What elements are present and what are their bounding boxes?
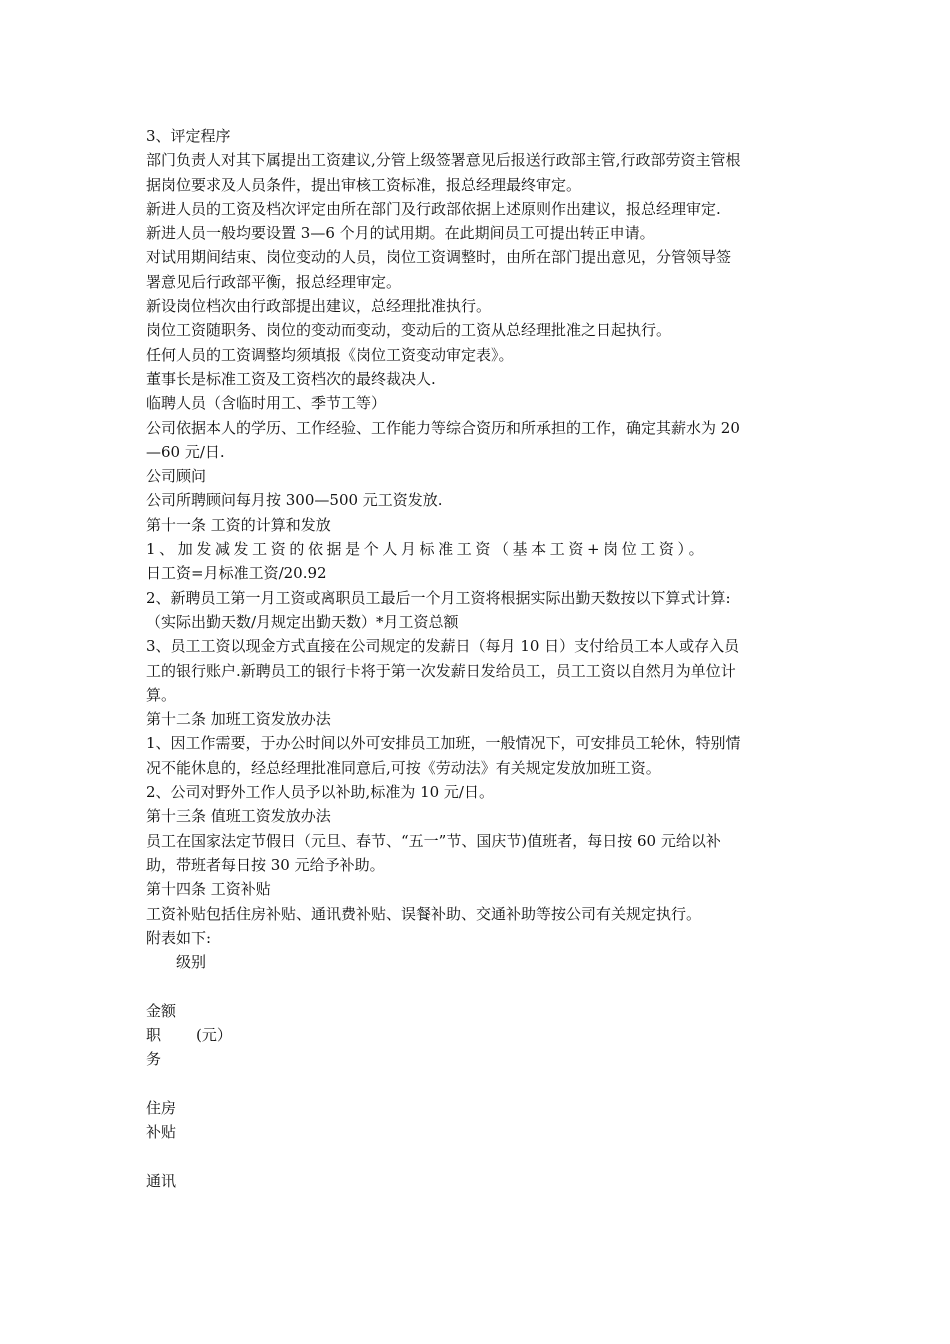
text-line: 3、评定程序 bbox=[146, 127, 231, 145]
text-line: 新进人员一般均要设置 3—6 个月的试用期。在此期间员工可提出转正申请。 bbox=[146, 224, 655, 243]
text-line: 董事长是标准工资及工资档次的最终裁决人. bbox=[146, 369, 436, 388]
table-header-amount: 金额 bbox=[146, 1001, 177, 1020]
table-header-post-label: 职 bbox=[146, 1025, 162, 1044]
text-line: 对试用期间结束、岗位变动的人员，岗位工资调整时，由所在部门提出意见，分管领导签 bbox=[146, 248, 732, 267]
text-line: 公司依据本人的学历、工作经验、工作能力等综合资历和所承担的工作，确定其薪水为 20 bbox=[146, 418, 740, 437]
text-line: 日工资=月标准工资/20.92 bbox=[146, 564, 327, 583]
table-header-post-2: 务 bbox=[146, 1050, 162, 1069]
text-line: （实际出勤天数/月规定出勤天数）*月工资总额 bbox=[146, 612, 459, 631]
table-header-unit: (元） bbox=[196, 1025, 232, 1044]
text-line: 员工在国家法定节假日（元旦、春节、“五一”节、国庆节)值班者，每日按 60 元给以补 bbox=[146, 831, 721, 850]
table-cell-communication: 通讯 bbox=[146, 1171, 177, 1190]
article-heading: 第十一条 工资的计算和发放 bbox=[146, 515, 331, 534]
article-heading: 第十三条 值班工资发放办法 bbox=[146, 807, 331, 826]
section-heading: 临聘人员（含临时用工、季节工等） bbox=[146, 394, 387, 413]
text-line: 岗位工资随职务、岗位的变动而变动，变动后的工资从总经理批准之日起执行。 bbox=[146, 321, 672, 340]
text-line: 况不能休息的，经总经理批准同意后,可按《劳动法》有关规定发放加班工资。 bbox=[146, 758, 661, 777]
text-line: 助，带班者每日按 30 元给予补助。 bbox=[146, 855, 385, 874]
text-line: 算。 bbox=[146, 685, 177, 704]
allowance-table bbox=[146, 950, 808, 1193]
article-heading: 第十二条 加班工资发放办法 bbox=[146, 710, 331, 729]
text-line: 新进人员的工资及档次评定由所在部门及行政部依据上述原则作出建议，报总经理审定. bbox=[146, 199, 721, 218]
text-line: 任何人员的工资调整均须填报《岗位工资变动审定表》。 bbox=[146, 345, 514, 364]
article-heading: 第十四条 工资补贴 bbox=[146, 880, 271, 899]
document-page bbox=[146, 124, 808, 1193]
text-line: 1、加发减发工资的依据是个人月标准工资（基本工资+岗位工资）。 bbox=[146, 540, 708, 559]
text-line: 公司所聘顾问每月按 300—500 元工资发放. bbox=[146, 491, 443, 510]
text-line: 附表如下: bbox=[146, 928, 212, 947]
table-header-post bbox=[146, 1023, 808, 1047]
text-line: —60 元/日. bbox=[146, 442, 225, 461]
section-heading: 公司顾问 bbox=[146, 467, 207, 486]
table-cell-housing-2: 补贴 bbox=[146, 1123, 177, 1142]
text-line: 2、公司对野外工作人员予以补助,标准为 10 元/日。 bbox=[146, 783, 494, 802]
text-line: 据岗位要求及人员条件，提出审核工资标准，报总经理最终审定。 bbox=[146, 175, 582, 194]
text-line: 2、新聘员工第一月工资或离职员工最后一个月工资将根据实际出勤天数按以下算式计算: bbox=[146, 588, 731, 607]
text-line: 部门负责人对其下属提出工资建议,分管上级签署意见后报送行政部主管,行政部劳资主管根 bbox=[146, 151, 741, 170]
table-cell-housing: 住房 bbox=[146, 1098, 177, 1117]
text-line: 工资补贴包括住房补贴、通讯费补贴、误餐补助、交通补助等按公司有关规定执行。 bbox=[146, 904, 702, 923]
text-line: 1、因工作需要，于办公时间以外可安排员工加班，一般情况下，可安排员工轮休，特别情 bbox=[146, 734, 741, 753]
text-line: 工的银行账户.新聘员工的银行卡将于第一次发薪日发给员工，员工工资以自然月为单位计 bbox=[146, 661, 736, 680]
table-header-level: 级别 bbox=[176, 953, 207, 972]
text-line: 3、员工工资以现金方式直接在公司规定的发薪日（每月 10 日）支付给员工本人或存入员 bbox=[146, 637, 740, 656]
text-line: 署意见后行政部平衡，报总经理审定。 bbox=[146, 272, 402, 291]
text-line: 新设岗位档次由行政部提出建议，总经理批准执行。 bbox=[146, 297, 492, 316]
